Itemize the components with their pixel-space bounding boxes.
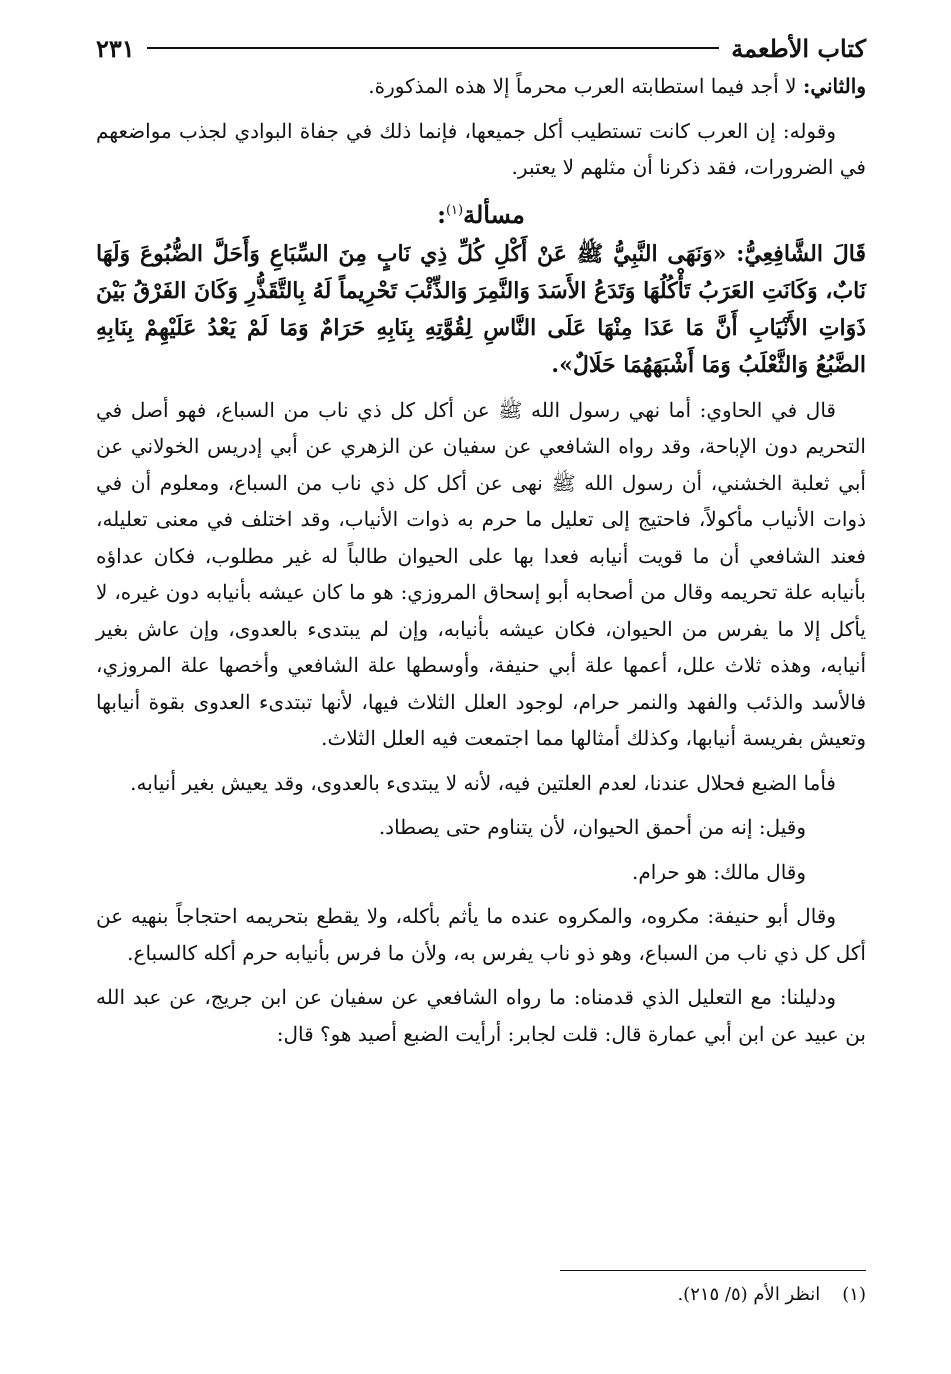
shafii-quote: قَالَ الشَّافِعِيُّ: «وَنَهَى النَّبِيُّ ﷺ عَنْ أَكْلِ كُلِّ ذِي نَابٍ مِنَ السِّبَاعِ وَأَحَلَّ الضُّبُوعَ وَلَهَا نَابٌ، وَكَانَتِ العَرَبُ تَأْكُلُهَا وَتَدَعُ الأَسَدَ وَالنَّمِرَ وَالذِّئْبَ تَحْرِيماً لَهُ بِالتَّقَذُّرِ وَكَانَ الفَرْقُ بَيْنَ ذَوَاتِ الأَنْيَابِ أَنَّ مَا عَدَا مِنْهَا عَلَى النَّاسِ لِقُوَّتِهِ بِنَابِهِ حَرَامٌ وَمَا لَمْ يَعْدُ عَلَيْهِمْ بِنَابِهِ الضَّبُعُ وَالثَّعْلَبُ وَمَا أَشْبَهَهُمَا حَلَالٌ». bbox=[96, 240, 866, 378]
footnote-rule bbox=[560, 1270, 866, 1271]
running-header bbox=[96, 28, 866, 68]
book-page bbox=[96, 28, 866, 1052]
footnote bbox=[677, 1284, 866, 1305]
paragraph-text: لا أجد فيما استطابته العرب محرماً إلا هذه المذكورة. bbox=[368, 74, 803, 98]
footnote-number: (١) bbox=[842, 1284, 866, 1305]
footnote-text: انظر الأم (٥/ ٢١٥). bbox=[677, 1284, 821, 1305]
section-heading bbox=[96, 186, 866, 236]
book-title: كتاب الأطعمة bbox=[731, 33, 866, 63]
paragraph-arab-taste: وقوله: إن العرب كانت تستطيب أكل جميعها، فإنما ذلك في جفاة البوادي لجذب مواضعهم في الضرورات، فقد ذكرنا أن مثلهم لا يعتبر. bbox=[96, 118, 866, 179]
paragraph-lead: والثاني: bbox=[802, 74, 866, 98]
page-number: ٢٣١ bbox=[96, 33, 135, 63]
paragraph-malik: وقال مالك: هو حرام. bbox=[632, 859, 806, 884]
paragraph-said: وقيل: إنه من أحمق الحيوان، لأن يتناوم حتى يصطاد. bbox=[378, 815, 806, 839]
header-rule bbox=[147, 47, 720, 49]
section-heading-colon: : bbox=[437, 199, 446, 229]
paragraph-evidence: ودليلنا: مع التعليل الذي قدمناه: ما رواه الشافعي عن سفيان عن ابن جريج، عن عبد الله بن عبيد عن ابن أبي عمارة قال: قلت لجابر: أرأيت الضبع أصيد هو؟ قال: bbox=[96, 985, 866, 1046]
footnote-reference: (١) bbox=[445, 202, 464, 218]
paragraph-hawi: قال في الحاوي: أما نهي رسول الله ﷺ عن أكل كل ذي ناب من السباع، فهو أصل في التحريم دون الإباحة، وقد رواه الشافعي عن سفيان عن الزهري عن أبي إدريس الخولاني عن أبي ثعلبة الخشني، أن رسول الله ﷺ نهى عن أكل كل ذي ناب من السباع، ومعلوم أن في ذوات الأنياب مأكولاً، فاحتيج إلى تعليل ما حرم به ذوات الأنياب، وقد اختلف في معنى تعليله، فعند الشافعي أن ما قويت أنيابه فعدا بها على الحيوان طالباً له غير مطلوب، فكان عداؤه بأنيابه علة تحريمه وقال من أصحابه أبو إسحاق المروزي: هو ما كان عيشه بأنيابه دون غيره، لا يأكل إلا ما يفرس من الحيوان، فكان عيشه بأنيابه، وإن لم يبتدىء بالعدوى، وإن عاش بغير أنيابه، وهذه ثلاث علل، أعمها علة أبي حنيفة، وأوسطها علة الشافعي وأخصها علة المروزي، فالأسد والذئب والفهد والنمر حرام، لوجود العلل الثلاث فيها، لأنها تبتدىء العدوى بقوة أنيابها وتعيش بفريسة أنيابها، وكذلك أمثالها مما اجتمعت فيه العلل الثلاث. bbox=[96, 397, 867, 750]
paragraph-hyena: فأما الضبع فحلال عندنا، لعدم العلتين فيه، لأنه لا يبتدىء بالعدوى، وقد يعيش بغير أنيابه. bbox=[130, 770, 836, 795]
section-heading-title: مسألة bbox=[463, 199, 525, 229]
paragraph-abu-hanifa: وقال أبو حنيفة: مكروه، والمكروه عنده ما يأثم بأكله، ولا يقطع بتحريمه احتجاجاً بنهيه عن أكل كل ذي ناب من السباع، وهو ذو ناب يفرس به، ولأن ما فرس بأنيابه حرم أكله كالسباع. bbox=[96, 904, 866, 965]
paragraph-second-opinion bbox=[96, 68, 866, 105]
